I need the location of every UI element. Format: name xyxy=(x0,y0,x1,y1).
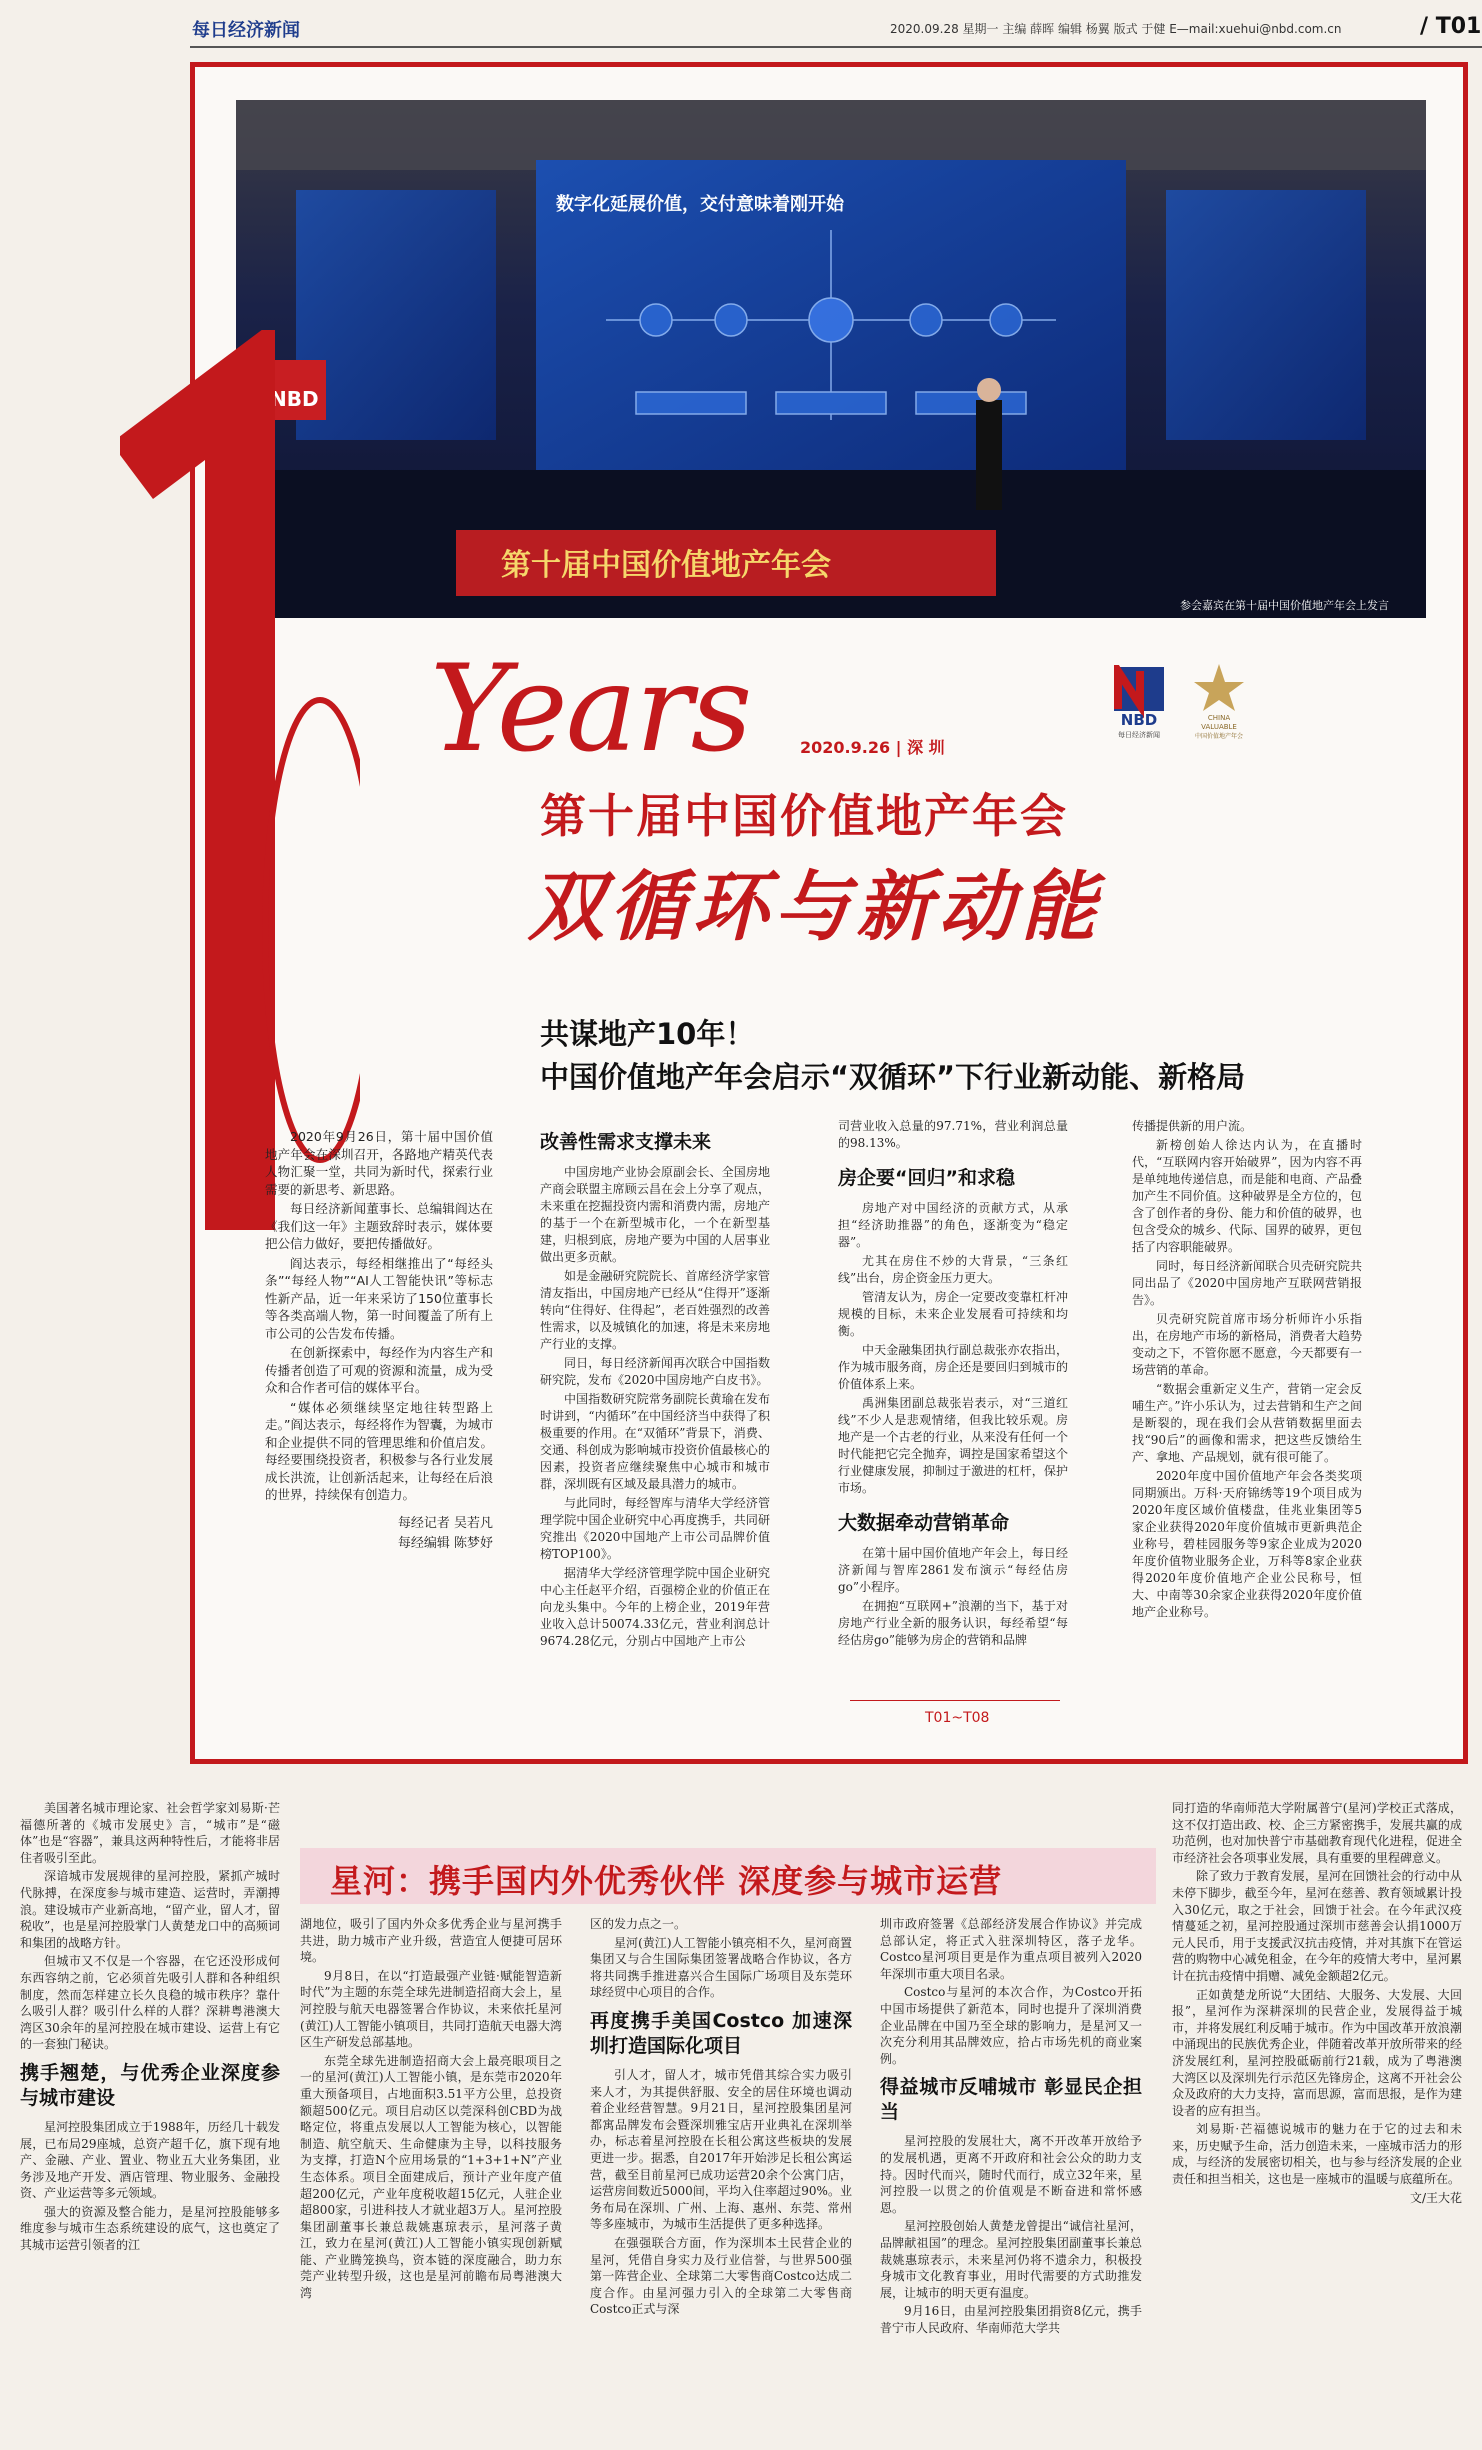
paragraph: 刘易斯·芒福德说城市的魅力在于它的过去和未来，历史赋予生命，活力创造未来，一座城市活力的形成，与经济的发展密切相关，也与参与经济发展的企业责任和担当相关，这也是一座城市的温暖与底蕴所在。 xyxy=(1172,2122,1462,2187)
page-header xyxy=(0,0,1482,56)
paragraph: 在强强联合方面，作为深圳本土民营企业的星河，凭借自身实力及行业信誉，与世界500强第一阵营企业、全球第二大零售商Costco达成二度合作。由星河强力引入的全球第二大零售商Costco正式与深 xyxy=(590,2235,852,2317)
subheading: 携手翘楚，与优秀企业深度参与城市建设 xyxy=(20,2061,280,2109)
subheading: 改善性需求支撑未来 xyxy=(540,1131,712,1153)
paragraph: 9月16日，由星河控股集团捐资8亿元，携手普宁市人民政府、华南师范大学共 xyxy=(880,2304,1142,2335)
paragraph: 传播提供新的用户流。 xyxy=(1132,1119,1253,1133)
paragraph: 圳市政府签署《总部经济发展合作协议》并完成总部认定，将正式入驻深圳特区，落子龙华。Costco星河项目更是作为重点项目被列入2020年深圳市重大项目名录。 xyxy=(880,1917,1142,1981)
paragraph: 9月8日，在以“打造最强产业链·赋能智造新时代”为主题的东莞全球先进制造招商大会上，星河控股与航天电器签署合作协议，未来依托星河(黄江)人工智能小镇项目，共同打造航天电器大湾区生产研发总部基地。 xyxy=(300,1968,562,2050)
headline-2: 中国价值地产年会启示“双循环”下行业新动能、新格局 xyxy=(540,1060,1246,1094)
lead-paragraph: 在创新探索中，每经作为内容生产和传播者创造了可观的资源和流量，成为受众和合作者可信的媒体平台。 xyxy=(265,1345,493,1395)
paragraph: 区的发力点之一。 xyxy=(590,1917,687,1931)
page-reference-rule xyxy=(850,1700,1060,1701)
paragraph: 司营业收入总量的97.71%，营业利润总量的98.13%。 xyxy=(838,1119,1068,1150)
author-signoff: 文/王大花 xyxy=(1409,2190,1462,2205)
header-rule xyxy=(190,46,1482,48)
lower-column-4 xyxy=(880,1916,1142,2338)
paragraph: 2020年度中国价值地产年会各类奖项同期颁出。万科·天府锦绣等19个项目成为2020年度区域价值楼盘，佳兆业集团等5家企业获得2020年度价值城市更新典范企业称号，碧桂园服务等9家企业成为2020年度价值物业服务企业，万科等8家企业获得2020年度价值地产企业公民称号，恒大、中南等30余家企业获得2020年度价值地产企业称号。 xyxy=(1132,1469,1362,1619)
paragraph: “数据会重新定义生产，营销一定会反哺生产。”许小乐认为，过去营销和生产之间是断裂的，现在我们会从营销数据里面去找“90后”的画像和需求，把这些反馈给生产、拿地、产品规划，就有很可能了。 xyxy=(1132,1382,1362,1464)
subheading: 再度携手美国Costco 加速深圳打造国际化项目 xyxy=(590,2009,852,2057)
article-column-2 xyxy=(540,1126,770,1652)
paragraph: 贝壳研究院首席市场分析师许小乐指出，在房地产市场的新格局，消费者大趋势变动之下，不管你愿不愿意，今天都要有一场营销的革命。 xyxy=(1132,1312,1362,1377)
event-theme: 双循环与新动能 xyxy=(528,862,1102,951)
issue-meta: 2020.09.28 星期一 主编 薛晖 编辑 杨翼 版式 于健 E—mail:xuehui@nbd.com.cn xyxy=(890,22,1342,36)
lower-column-1 xyxy=(20,1800,280,2256)
subheading: 房企要“回归”和求稳 xyxy=(838,1167,1015,1189)
paragraph: 如是金融研究院院长、首席经济学家管清友指出，中国房地产已经从“住得开”逐渐转向“住得好、住得起”，老百姓强烈的改善性需求，以及城镇化的加速，将是未来房地产行业的支撑。 xyxy=(540,1269,770,1351)
paragraph: 中国指数研究院常务副院长黄瑜在发布时讲到，“内循环”在中国经济当中获得了积极重要的作用。在“双循环”背景下，消费、交通、科创成为影响城市投资价值最核心的因素，投资者应继续聚焦中心城市和城市群，深圳既有区域及最具潜力的城市。 xyxy=(540,1392,770,1491)
paragraph: 美国著名城市理论家、社会哲学家刘易斯·芒福德所著的《城市发展史》言，“城市”是“磁体”也是“容器”，兼具这两种特性后，才能将非居住者吸引至此。 xyxy=(20,1801,280,1865)
article-column-4 xyxy=(1132,1118,1362,1623)
paragraph: 新榜创始人徐达内认为，在直播时代，“互联网内容开始破界”，因为内容不再是单纯地传递信息，而是能和电商、产品叠加产生不同价值。这种破界是全方位的，包含了创作者的身份、能力和价值的破界，也包含受众的城乡、代际、国界的破界，更包括了内容职能破界。 xyxy=(1132,1138,1362,1254)
paragraph: 同打造的华南师范大学附属普宁(星河)学校正式落成，这不仅打造出政、校、企三方紧密携手，发展共赢的成功范例，也对加快普宁市基础教育现代化进程，促进全市经济社会各项事业发展，具有重要的里程碑意义。 xyxy=(1172,1801,1462,1865)
paragraph: 在拥抱“互联网+”浪潮的当下，基于对房地产行业全新的服务认识，每经希望“每经估房go”能够为房企的营销和品牌 xyxy=(838,1599,1068,1647)
nbd-logo xyxy=(1110,665,1168,739)
paragraph: 星河(黄江)人工智能小镇亮相不久，星河商置集团又与合生国际集团签署战略合作协议，各方将共同携手推进嘉兴合生国际广场项目及东莞环球经贸中心项目的合作。 xyxy=(590,1935,852,2000)
paragraph: 东莞全球先进制造招商大会上最亮眼项目之一的星河(黄江)人工智能小镇，是东莞市2020年重大预备项目，占地面积3.51平方公里，总投资额超500亿元。项目启动区以莞深科创CBD为战略定位，将重点发展以人工智能为核心，以智能制造、航空航天、生命健康为主导，以科技服务为支撑，打造N个应用场景的“1+3+1+N”产业生态体系。项目全面建成后，预计产业年度产值超200亿元，产业年度税收超15亿元，人驻企业超800家，引进科技人才就业超3万人。星河控股集团副董事长兼总裁姚惠琼表示，星河落子黄江，致力在星河(黄江)人工智能小镇实现创新赋能、产业腾笼换鸟，资本链的深度融合，助力东莞产业转型升级，这也是星河前瞻布局粤港澳大湾 xyxy=(300,2053,562,2301)
page-code: / T01 xyxy=(1420,14,1482,39)
subheading: 大数据牵动营销革命 xyxy=(838,1512,1010,1534)
lead-paragraph: 2020年9月26日，第十届中国价值地产年会在深圳召开，各路地产精英代表人物汇聚一堂，共同为新时代，探索行业需要的新思考、新思路。 xyxy=(265,1129,493,1197)
paragraph: 星河控股集团成立于1988年，历经几十载发展，已布局29座城，总资产超千亿，旗下现有地产、金融、产业、置业、物业五大业务集团，业务涉及地产开发、酒店管理、物业服务、金融投资、产业运营等多元领域。 xyxy=(20,2119,280,2201)
cv-logo-top: CHINA xyxy=(1207,714,1231,722)
paragraph: 但城市又不仅是一个容器，在它还没形成何东西容纳之前，它必须首先吸引人群和各种组织制度，然而怎样建立长久良稳的城市秩序？靠什么吸引人群？吸引什么样的人群？深耕粤港澳大湾区30余年的星河控股在城市建设、运营上有它的一套独门秘诀。 xyxy=(20,1954,280,2052)
stage-banner: 第十届中国价值地产年会 xyxy=(501,548,831,583)
nbd-logo-text: NBD xyxy=(1120,711,1158,729)
paragraph: 深谙城市发展规律的星河控股，紧抓产城时代脉搏，在深度参与城市建造、运营时，弄潮搏浪。建设城市产业新高地，“留产业，留人才，留税收”，也是星河控股掌门人黄楚龙口中的高频词和集团的战略方针。 xyxy=(20,1869,280,1950)
stage-illustration xyxy=(236,100,1426,618)
screen-heading: 数字化延展价值，交付意味着刚开始 xyxy=(556,194,844,215)
paragraph: 星河控股创始人黄楚龙曾提出“诚信社星河，品牌献祖国”的理念。星河控股集团副董事长兼总裁姚惠琼表示，未来星河仍将不遗余力，积极投身城市文化教育事业，用时代需要的方式助推发展，让城市的明天更有温度。 xyxy=(880,2219,1142,2300)
lead-paragraph: “媒体必须继续坚定地往转型路上走。”阎达表示，每经将作为智囊，为城市和企业提供不同的管理思维和价值启发。每经要围绕投资者，积极参与各行业发展成长洪流，让创新活起来，让每经在后浪的世界，持续保有创造力。 xyxy=(265,1399,493,1502)
years-script: Years xyxy=(430,640,751,779)
stage-logo-text: NBD xyxy=(270,387,319,411)
lower-column-5 xyxy=(1172,1800,1462,2206)
paragraph: 引人才，留人才，城市凭借其综合实力吸引来人才，为其提供舒服、安全的居住环境也调动着企业经营智慧。9月21日，星河控股集团星河都寓品牌发布会暨深圳雅宝店开业典礼在深圳举办，标志着星河控股在长租公寓这些板块的发展更进一步。据悉，自2017年开始涉足长租公寓运营，截至目前星河已成功运营20余个公寓门店，运营房间数近5000间，平均入住率超过90%。业务布局在深圳、广州、上海、惠州、东莞、常州等多座城市，为城市生活提供了更多种选择。 xyxy=(590,2067,852,2232)
paragraph: 湖地位，吸引了国内外众多优秀企业与星河携手共进，助力城市产业升级，营造宜人便捷可居环境。 xyxy=(300,1917,562,1965)
article-column-3 xyxy=(838,1118,1068,1651)
event-title: 第十届中国价值地产年会 xyxy=(540,789,1068,843)
lead-paragraph: 阎达表示，每经相继推出了“每经头条”“每经人物”“AI人工智能快讯”等标志性新产品，近一年来采访了150位董事长等各类高端人物，第一时间覆盖了所有上市公司的公告发布传播。 xyxy=(265,1255,493,1341)
page-reference: T01~T08 xyxy=(925,1710,990,1726)
paragraph: 在第十届中国价值地产年会上，每日经济新闻与智库2861发布演示“每经估房go”小程序。 xyxy=(838,1546,1068,1594)
paragraph: 据清华大学经济管理学院中国企业研究中心主任赵平介绍，百强榜企业的价值正在向龙头集中。今年的上榜企业，2019年营业收入总计50074.33亿元，营业利润总计9674.28亿元，分别占中国地产上市公 xyxy=(540,1566,770,1648)
lower-column-3 xyxy=(590,1916,852,2320)
paragraph: 管清友认为，房企一定要改变靠杠杆冲规模的目标，未来企业发展看可持续和均衡。 xyxy=(838,1290,1068,1338)
paragraph: 房地产对中国经济的贡献方式，从承担“经济助推器”的角色，逐渐变为“稳定器”。 xyxy=(838,1201,1068,1249)
nbd-logo-sub: 每日经济新闻 xyxy=(1118,731,1160,739)
subheading: 得益城市反哺城市 彰显民企担当 xyxy=(880,2076,1142,2124)
photo-caption: 参会嘉宾在第十届中国价值地产年会上发言 xyxy=(1180,599,1389,612)
china-valuable-logo xyxy=(1190,660,1248,740)
paragraph: 星河控股的发展壮大，离不开改革开放给予的发展机遇，更离不开政府和社会公众的助力支持。因时代而兴，随时代而行，成立32年来，星河控股一以贯之的价值观是不断奋进和常怀感恩。 xyxy=(880,2134,1142,2215)
paragraph: 中国房地产业协会原副会长、全国房地产商会联盟主席顾云昌在会上分享了观点，未来重在挖掘投资内需和消费内需，房地产的基于一个在新型城市化，一个在新型基建，归根到底，房地产要为中国的人居事业做出更多贡献。 xyxy=(540,1165,770,1264)
paragraph: 除了致力于教育发展，星河在回馈社会的行动中从未停下脚步，截至今年，星河在慈善、教育领域累计投入30亿元，取之于社会，回馈于社会。在今年武汉疫情蔓延之初，星河控股通过深圳市慈善会认捐1000万元人民币，用于支援武汉抗击疫情，并对其旗下在管运营的购物中心减免租金，在今年的疫情大考中，星河累计在抗击疫情中捐赠、减免金额超2亿元。 xyxy=(1172,1869,1462,1983)
lower-headline: 星河：携手国内外优秀伙伴 深度参与城市运营 xyxy=(330,1862,1003,1900)
paragraph: 与此同时，每经智库与清华大学经济管理学院中国企业研究中心再度携手，共同研究推出《2020中国地产上市公司品牌价值榜TOP100》。 xyxy=(540,1496,770,1561)
editor-byline: 每经编辑 陈梦妤 xyxy=(397,1535,493,1551)
headline-1: 共谋地产10年！ xyxy=(540,1017,755,1051)
paragraph: Costco与星河的本次合作，为Costco开拓中国市场提供了新范本，同时也提升了深圳消费企业品牌在中国乃至全球的影响力，是星河又一次充分利用其品牌效应，拾占市场先机的商业案例。 xyxy=(880,1985,1142,2066)
reporter-byline: 每经记者 吴若凡 xyxy=(397,1515,493,1531)
paragraph: 同时，每日经济新闻联合贝壳研究院共同出品了《2020中国房地产互联网营销报告》。 xyxy=(1132,1259,1362,1307)
newspaper-name: 每日经济新闻 xyxy=(192,20,300,41)
paragraph: 尤其在房住不炒的大背景，“三条红线”出台，房企资金压力更大。 xyxy=(838,1254,1068,1285)
paragraph: 同日，每日经济新闻再次联合中国指数研究院，发布《2020中国房地产白皮书》。 xyxy=(540,1356,770,1387)
paragraph: 禹洲集团副总裁张岩表示，对“三道红线”不少人是悲观情绪，但我比较乐观。房地产是一个古老的行业，从来没有任何一个时代能把它完全抛弃，调控是国家希望这个行业健康发展，抑制过于激进的杠杆，保护市场。 xyxy=(838,1396,1068,1495)
lower-column-2 xyxy=(300,1916,562,2304)
cv-logo-sub: 中国价值地产年会 xyxy=(1194,733,1244,740)
event-photo xyxy=(236,100,1426,618)
lead-column xyxy=(265,1128,493,1554)
paragraph: 正如黄楚龙所说“大团结、大服务、大发展、大回报”，星河作为深耕深圳的民营企业，发展得益于城市，并将发展红利反哺于城市。作为中国改革开放浪潮中涌现出的民族优秀企业，伴随着改革开放所带来的经济发展红利，星河控股砥砺前行21载，成为了粤港澳大湾区以及深圳先行示范区先锋房企，这离不开社会公众及政府的大力支持，富而思源，富而思报，是作为建设者的应有担当。 xyxy=(1172,1987,1462,2118)
cv-logo-mid: VALUABLE xyxy=(1201,723,1237,731)
paragraph: 强大的资源及整合能力，是星河控股能够多维度参与城市生态系统建设的底气，这也奠定了其城市运营引领者的江 xyxy=(20,2204,280,2253)
paragraph: 中天金融集团执行副总裁张亦农指出，作为城市服务商，房企还是要回归到城市的价值体系上来。 xyxy=(838,1343,1068,1391)
ten-years-graphic xyxy=(120,330,360,1230)
event-date-place: 2020.9.26 | 深 圳 xyxy=(800,738,945,757)
lead-paragraph: 每日经济新闻董事长、总编辑阎达在《我们这一年》主题致辞时表示，媒体要把公信力做好，要把传播做好。 xyxy=(265,1201,493,1251)
